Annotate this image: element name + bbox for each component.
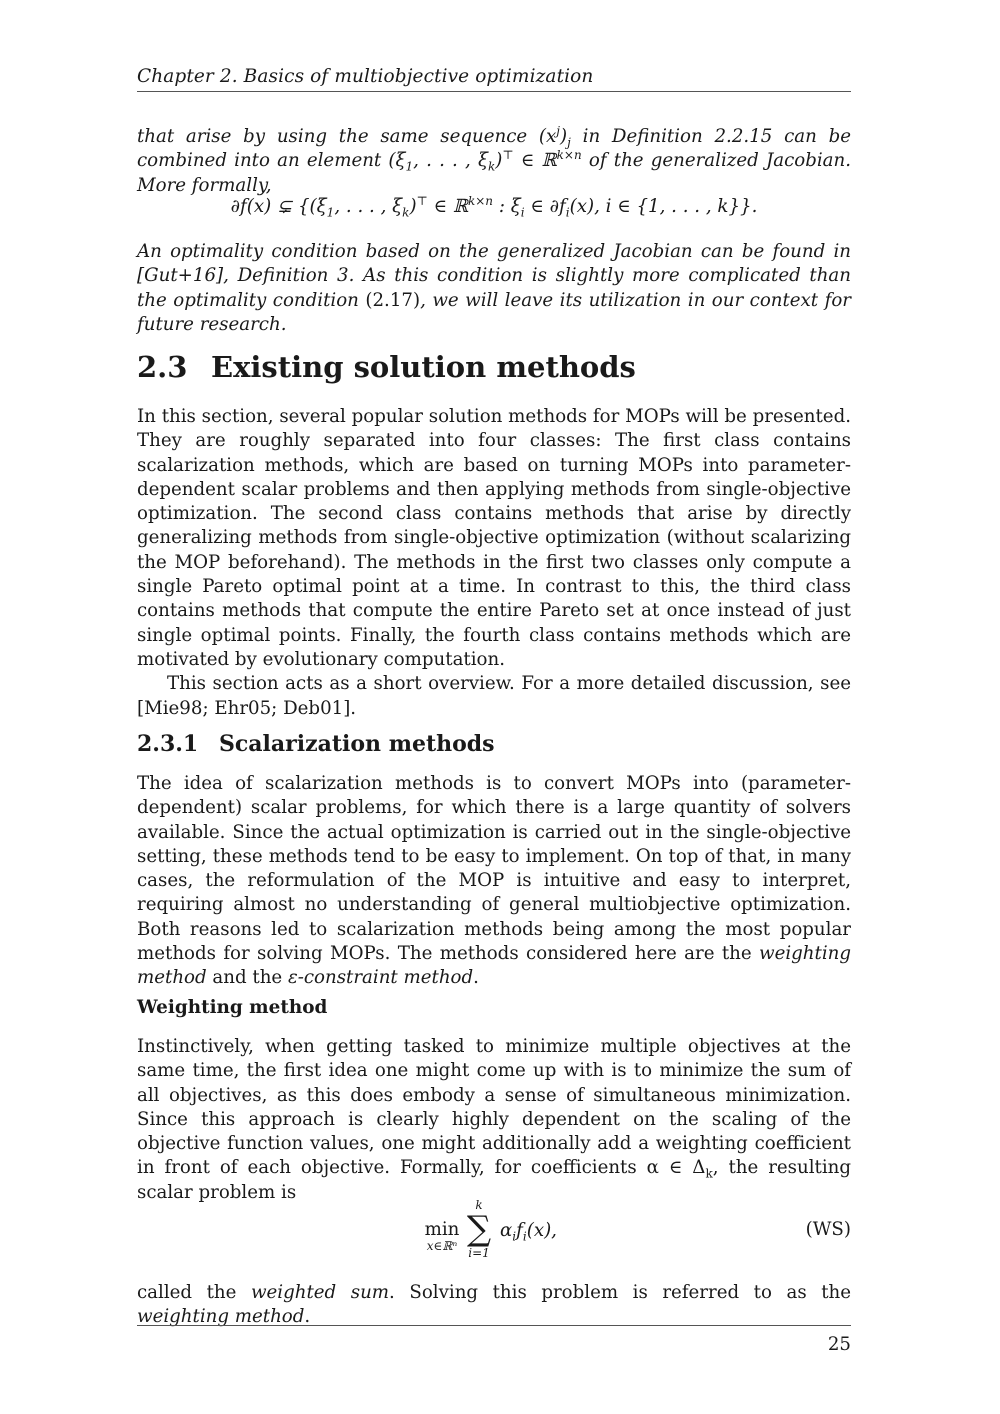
weighted-sum-equation: min x∈ℝⁿ k ∑ i=1 $\alpha_if_i(x)$, (WS) — [137, 1198, 851, 1264]
footer-rule — [137, 1325, 851, 1326]
paragraph-heading: Weighting method — [137, 997, 328, 1018]
section-heading: 2.3 Existing solution methods — [137, 350, 636, 384]
page-number: 25 — [827, 1334, 851, 1355]
intro-paragraph: that arise by using the same sequence $(x^j)_j$ in Definition 2.2.15 can be combined into an element ($\xi_1$, . . . , $\xi_k)^⊤$ ∈ ℝ$^{k\times n}$ of the generalized Jacobian. More formally, — [137, 123, 852, 196]
jacobian-equation: ∂f(x) ⊊ {($\xi_1$, . . . , $\xi_k)^⊤$ ∈ ℝ$^{k\times n}$ : $\xi_i$ ∈ $\partial f_i(x)$, i ∈ {1, . . . , k}}. — [230, 193, 758, 220]
header-rule — [137, 91, 851, 92]
weighting-paragraph: Instinctively, when getting tasked to minimize multiple objectives at the same time, the first idea one might come up with is to minimize the sum of all objectives, as this does embody a sense of simultaneous minimization. Since this approach is clearly highly dependent on the scaling of the objective function values, one might additionally add a weighting coefficient in front of each objective. Formally, for coefficients α ∈ $\Delta_k$, the resulting scalar problem is — [137, 1036, 851, 1203]
sum-operator: k ∑ i=1 — [466, 1198, 492, 1260]
subsection-heading: 2.3.1 Scalarization methods — [137, 731, 495, 757]
equation-reference[interactable]: (2.17) — [365, 289, 421, 311]
after-formula-paragraph: called the weighted sum. Solving this problem is referred to as the weighting method. — [137, 1282, 851, 1328]
min-operator: min x∈ℝⁿ — [424, 1219, 460, 1253]
subsection-paragraph: The idea of scalarization methods is to convert MOPs into (parameter-dependent) scalar problems, for which there is a large quantity of solvers available. Since the actual optimization is carried out in the single-objective setting, these methods tend to be easy to implement. On top of that, in many cases, the reformulation of the MOP is intuitive and easy to interpret, requiring almost no understanding of general multiobjective optimization. Both reasons led to scalarization methods being among the most popular methods for solving MOPs. The methods considered here are the weighting method and the ε-constraint method. — [137, 773, 851, 989]
section-paragraph: In this section, several popular solution methods for MOPs will be presented. They are roughly separated into four classes: The first class contains scalarization methods, which are based on turning MOPs into parameter-dependent scalar problems and then applying methods from single-objective optimization. The second class contains methods that arise by directly generalizing methods from single-objective optimization (without scalarizing the MOP beforehand). The methods in the first two classes only compute a single Pareto optimal point at a time. In contrast to this, the third class contains methods that compute the entire Pareto set at once instead of just single optimal points. Finally, the fourth class contains methods which are motivated by evolutionary computation. This section acts as a short overview. For a more detailed discussion, see [Mie98; Ehr05; Deb01]. — [137, 406, 851, 719]
optimality-paragraph: An optimality condition based on the generalized Jacobian can be found in [Gut+16], Definition 3. As this condition is slightly more complicated than the optimality condition (2.17), we will leave its utilization in our context for future research. — [137, 241, 851, 335]
page — [137, 0, 851, 1414]
equation-tag: (WS) — [805, 1219, 851, 1240]
running-head: Chapter 2. Basics of multiobjective optimization — [137, 66, 594, 87]
